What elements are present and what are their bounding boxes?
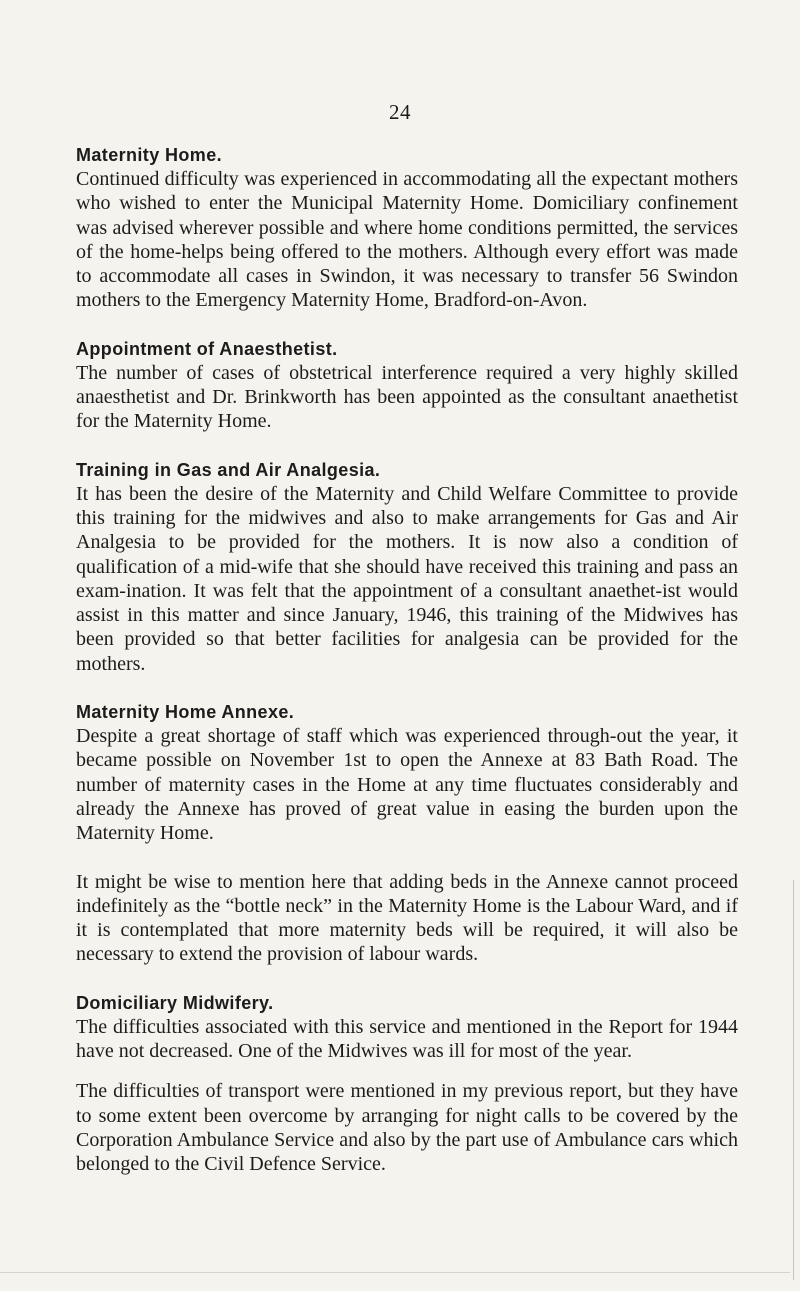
document-body bbox=[76, 143, 738, 1177]
section-training-gas-air bbox=[76, 458, 738, 676]
section-heading: Maternity Home Annexe. bbox=[76, 702, 295, 723]
section-heading: Training in Gas and Air Analgesia. bbox=[76, 459, 381, 480]
section-maternity-home bbox=[76, 143, 738, 313]
paragraph: The difficulties of transport were mentioned in my previous report, but they have to some extent been overcome by arranging for night calls to be covered by the Corporation Ambulance Service and also by the part use of Ambulance cars which belonged to the Civil Defence Service. bbox=[76, 1080, 738, 1176]
paragraph: Despite a great shortage of staff which was experienced through-out the year, it became possible on November 1st to open the Annexe at 83 Bath Road. The number of maternity cases in the Home at any time fluctuates considerably and already the Annexe has proved of great value in easing the burden upon the Maternity Home. bbox=[76, 725, 738, 845]
page-number: 24 bbox=[389, 100, 411, 124]
section-heading: Domiciliary Midwifery. bbox=[76, 992, 274, 1013]
paragraph: The difficulties associated with this service and mentioned in the Report for 1944 have not decreased. One of the Midwives was ill for most of the year. bbox=[76, 1015, 738, 1063]
section-heading: Appointment of Anaesthetist. bbox=[76, 338, 338, 359]
scan-bottom-line bbox=[0, 1272, 790, 1273]
section-heading: Maternity Home. bbox=[76, 145, 223, 165]
section-maternity-home-annexe bbox=[76, 700, 738, 967]
scan-edge-line bbox=[793, 880, 794, 1280]
paragraph: It might be wise to mention here that adding beds in the Annexe cannot proceed indefinitely as the “bottle neck” in the Maternity Home is the Labour Ward, and if it is contemplated that more maternity beds will be required, it will also be necessary to extend the provision of labour wards. bbox=[76, 870, 738, 966]
paragraph: Continued difficulty was experienced in accommodating all the expectant mothers who wished to enter the Municipal Maternity Home. Domiciliary confinement was advised wherever possible and where home conditions permitted, the services of the home-helps being offered to the mothers. Although every effort was made to accommodate all cases in Swindon, it was necessary to transfer 56 Swindon mothers to the Emergency Maternity Home, Bradford-on-Avon. bbox=[76, 168, 738, 312]
section-domiciliary-midwifery bbox=[76, 991, 738, 1177]
paragraph: It has been the desire of the Maternity and Child Welfare Committee to provide this training for the midwives and also to make arrangements for Gas and Air Analgesia to be provided for the mothers. It is now also a condition of qualification of a mid-wife that she should have received this training and pass an exam-ination. It was felt that the appointment of a consultant anaethet-ist would assist in this matter and since January, 1946, this training of the Midwives has been provided so that better facilities for analgesia can be provided for the mothers. bbox=[76, 482, 738, 675]
paragraph: The number of cases of obstetrical interference required a very highly skilled anaesthetist and Dr. Brinkworth has been appointed as the consultant anaethetist for the Maternity Home. bbox=[76, 361, 738, 433]
section-appointment-of-anaesthetist bbox=[76, 337, 738, 434]
